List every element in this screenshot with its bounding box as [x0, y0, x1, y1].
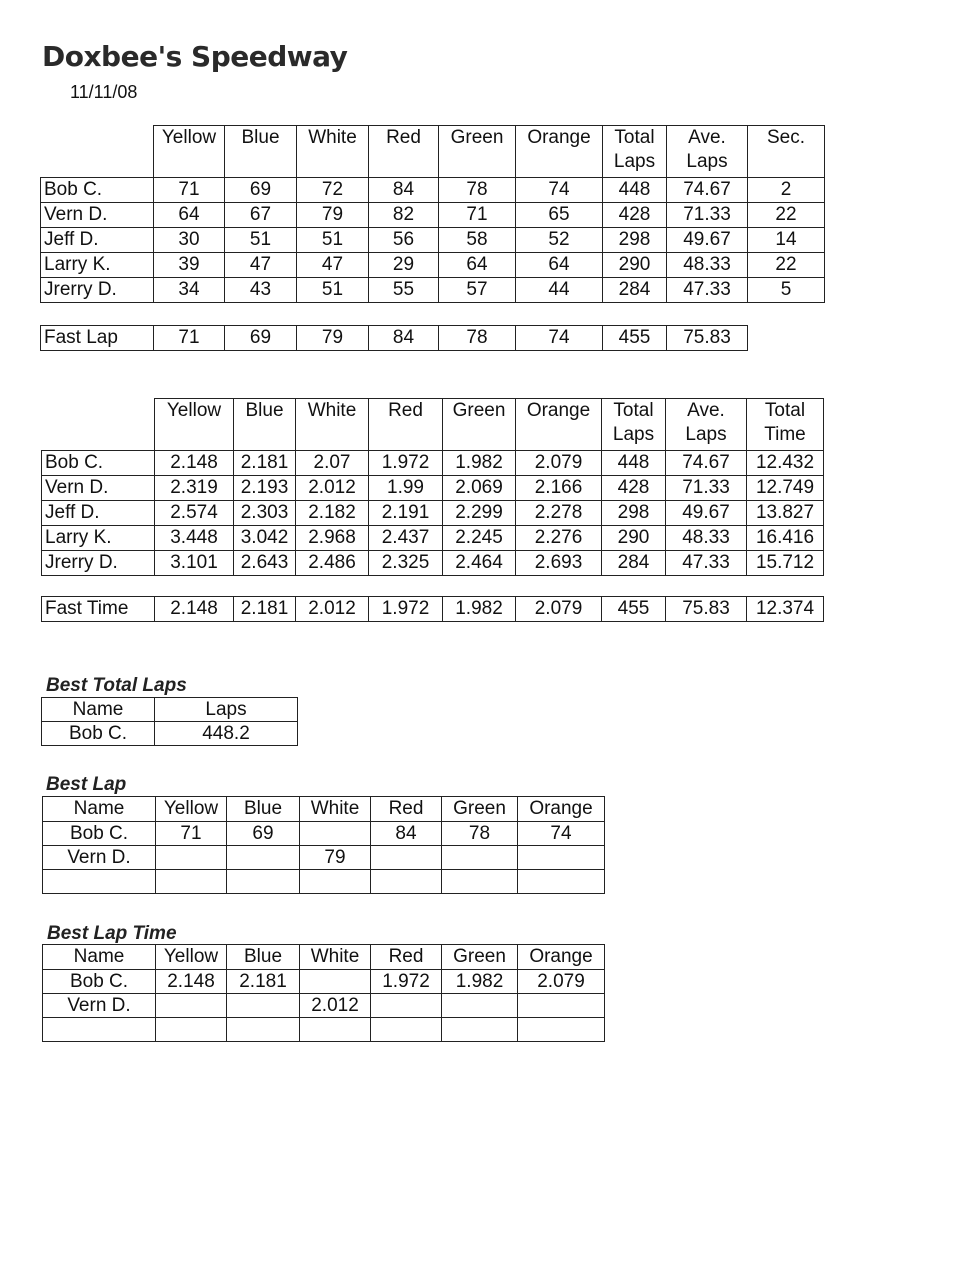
cell: 2.325 — [369, 551, 443, 576]
cell: 2.012 — [296, 597, 369, 622]
cell: 13.827 — [747, 501, 824, 526]
table-row — [43, 822, 605, 846]
cell: 65 — [516, 203, 603, 228]
racer-name: Vern D. — [42, 476, 155, 501]
table-row — [42, 526, 824, 551]
best-lap-table — [42, 796, 605, 894]
cell: 69 — [227, 822, 300, 846]
racer-name: Vern D. — [41, 203, 154, 228]
cell: 2.486 — [296, 551, 369, 576]
cell: 2.148 — [155, 451, 234, 476]
cell: 1.982 — [443, 597, 516, 622]
cell: 34 — [154, 278, 225, 303]
cell — [442, 1018, 518, 1042]
cell: 71 — [154, 178, 225, 203]
cell: 1.99 — [369, 476, 443, 501]
cell: 284 — [603, 278, 667, 303]
cell: 2.319 — [155, 476, 234, 501]
cell: 290 — [602, 526, 666, 551]
header-yellow: Yellow — [154, 126, 225, 178]
cell: 48.33 — [667, 253, 748, 278]
cell: 2.07 — [296, 451, 369, 476]
racer-name: Bob C. — [41, 178, 154, 203]
cell: 2.148 — [156, 970, 227, 994]
header-orange: Orange — [518, 797, 605, 822]
cell — [518, 994, 605, 1018]
cell: 2.643 — [234, 551, 296, 576]
cell — [156, 846, 227, 870]
best-lap-time-title: Best Lap Time — [47, 923, 177, 944]
table-row — [42, 451, 824, 476]
racer-name: Bob C. — [42, 451, 155, 476]
cell: 64 — [439, 253, 516, 278]
cell: 455 — [603, 326, 667, 351]
cell: 3.448 — [155, 526, 234, 551]
cell: 2.079 — [516, 451, 602, 476]
cell — [442, 846, 518, 870]
racer-name — [43, 1018, 156, 1042]
header-yellow: Yellow — [155, 399, 234, 451]
header-ave-laps: Ave. Laps — [667, 126, 748, 178]
cell — [300, 1018, 371, 1042]
header-sec: Sec. — [748, 126, 825, 178]
cell — [371, 846, 442, 870]
laps-table — [40, 125, 825, 303]
cell: 48.33 — [666, 526, 747, 551]
fast-lap-row — [40, 325, 748, 351]
cell: 74 — [518, 822, 605, 846]
header-orange: Orange — [516, 126, 603, 178]
table-row — [41, 203, 825, 228]
header-ave-laps: Ave. Laps — [666, 399, 747, 451]
cell: 51 — [225, 228, 297, 253]
cell: 2.182 — [296, 501, 369, 526]
racer-name: Jeff D. — [42, 501, 155, 526]
cell: 75.83 — [666, 597, 747, 622]
header-orange: Orange — [518, 945, 605, 970]
header-blue: Blue — [225, 126, 297, 178]
cell: 56 — [369, 228, 439, 253]
racer-name: Vern D. — [43, 846, 156, 870]
cell: 79 — [300, 846, 371, 870]
cell: 2.464 — [443, 551, 516, 576]
racer-name: Jrerry D. — [42, 551, 155, 576]
table-row — [41, 278, 825, 303]
header-blue: Blue — [227, 945, 300, 970]
fast-time-label: Fast Time — [42, 597, 155, 622]
cell: 2.437 — [369, 526, 443, 551]
racer-name — [43, 870, 156, 894]
header-white: White — [297, 126, 369, 178]
cell: 2.968 — [296, 526, 369, 551]
cell: 2.181 — [227, 970, 300, 994]
date: 11/11/08 — [70, 82, 138, 102]
cell: 2.191 — [369, 501, 443, 526]
cell: 71 — [154, 326, 225, 351]
cell: 2 — [748, 178, 825, 203]
racer-name: Bob C. — [42, 722, 155, 746]
cell: 47 — [225, 253, 297, 278]
header-red: Red — [369, 399, 443, 451]
racer-name: Bob C. — [43, 822, 156, 846]
table-row — [43, 870, 605, 894]
cell: 428 — [602, 476, 666, 501]
cell — [300, 822, 371, 846]
cell: 448.2 — [155, 722, 298, 746]
cell: 74.67 — [667, 178, 748, 203]
cell: 47.33 — [666, 551, 747, 576]
cell: 29 — [369, 253, 439, 278]
header-total-laps: Total Laps — [603, 126, 667, 178]
cell: 2.574 — [155, 501, 234, 526]
header-red: Red — [371, 797, 442, 822]
racer-name: Jrerry D. — [41, 278, 154, 303]
cell: 55 — [369, 278, 439, 303]
header-red: Red — [369, 126, 439, 178]
cell: 2.299 — [443, 501, 516, 526]
table-row — [41, 253, 825, 278]
table-row — [42, 722, 298, 746]
cell: 22 — [748, 253, 825, 278]
cell: 1.982 — [442, 970, 518, 994]
cell: 64 — [154, 203, 225, 228]
cell: 74 — [516, 326, 603, 351]
cell: 2.276 — [516, 526, 602, 551]
header-total-laps: Total Laps — [602, 399, 666, 451]
cell: 298 — [602, 501, 666, 526]
cell — [300, 970, 371, 994]
times-table — [41, 398, 824, 576]
cell: 43 — [225, 278, 297, 303]
cell: 67 — [225, 203, 297, 228]
cell: 78 — [439, 178, 516, 203]
racer-name: Vern D. — [43, 994, 156, 1018]
cell: 12.749 — [747, 476, 824, 501]
cell: 2.012 — [296, 476, 369, 501]
table-row — [42, 476, 824, 501]
table-row — [43, 970, 605, 994]
cell: 290 — [603, 253, 667, 278]
cell: 2.069 — [443, 476, 516, 501]
table-row — [43, 1018, 605, 1042]
cell: 428 — [603, 203, 667, 228]
cell: 1.982 — [443, 451, 516, 476]
cell: 49.67 — [666, 501, 747, 526]
cell: 298 — [603, 228, 667, 253]
cell: 12.432 — [747, 451, 824, 476]
header-red: Red — [371, 945, 442, 970]
header-laps: Laps — [155, 698, 298, 722]
cell: 2.693 — [516, 551, 602, 576]
best-lap-time-table — [42, 944, 605, 1042]
header-green: Green — [443, 399, 516, 451]
page-title: Doxbee's Speedway — [42, 40, 348, 73]
table-row — [43, 846, 605, 870]
cell — [227, 994, 300, 1018]
fast-time-row — [41, 596, 824, 622]
cell — [227, 1018, 300, 1042]
blank-corner — [41, 126, 154, 178]
table-row — [41, 178, 825, 203]
racer-name: Jeff D. — [41, 228, 154, 253]
cell: 79 — [297, 326, 369, 351]
cell — [300, 870, 371, 894]
cell: 58 — [439, 228, 516, 253]
cell — [371, 1018, 442, 1042]
cell: 57 — [439, 278, 516, 303]
cell: 84 — [369, 178, 439, 203]
cell: 5 — [748, 278, 825, 303]
cell: 2.012 — [300, 994, 371, 1018]
cell: 3.101 — [155, 551, 234, 576]
cell: 49.67 — [667, 228, 748, 253]
header-yellow: Yellow — [156, 797, 227, 822]
cell: 22 — [748, 203, 825, 228]
cell: 14 — [748, 228, 825, 253]
cell: 52 — [516, 228, 603, 253]
cell: 284 — [602, 551, 666, 576]
header-blue: Blue — [227, 797, 300, 822]
cell: 2.303 — [234, 501, 296, 526]
cell — [156, 870, 227, 894]
cell: 44 — [516, 278, 603, 303]
cell: 455 — [602, 597, 666, 622]
header-name: Name — [42, 698, 155, 722]
cell: 71 — [439, 203, 516, 228]
cell: 39 — [154, 253, 225, 278]
cell: 71.33 — [667, 203, 748, 228]
cell — [518, 846, 605, 870]
header-green: Green — [439, 126, 516, 178]
header-white: White — [300, 945, 371, 970]
cell: 15.712 — [747, 551, 824, 576]
header-green: Green — [442, 797, 518, 822]
cell: 84 — [371, 822, 442, 846]
cell — [227, 846, 300, 870]
cell: 1.972 — [369, 451, 443, 476]
header-blue: Blue — [234, 399, 296, 451]
cell — [442, 870, 518, 894]
cell — [156, 1018, 227, 1042]
cell: 12.374 — [747, 597, 824, 622]
cell: 2.079 — [516, 597, 602, 622]
cell: 51 — [297, 228, 369, 253]
cell: 82 — [369, 203, 439, 228]
best-total-laps-title: Best Total Laps — [46, 675, 187, 696]
cell — [371, 870, 442, 894]
header-name: Name — [43, 945, 156, 970]
cell: 64 — [516, 253, 603, 278]
table-row — [41, 228, 825, 253]
cell: 2.181 — [234, 597, 296, 622]
blank-corner — [42, 399, 155, 451]
header-orange: Orange — [516, 399, 602, 451]
header-name: Name — [43, 797, 156, 822]
header-green: Green — [442, 945, 518, 970]
cell: 71 — [156, 822, 227, 846]
table-row — [42, 501, 824, 526]
cell: 69 — [225, 178, 297, 203]
racer-name: Larry K. — [41, 253, 154, 278]
cell: 2.193 — [234, 476, 296, 501]
cell: 448 — [603, 178, 667, 203]
cell — [371, 994, 442, 1018]
header-total-time: Total Time — [747, 399, 824, 451]
cell: 69 — [225, 326, 297, 351]
cell: 2.181 — [234, 451, 296, 476]
cell: 84 — [369, 326, 439, 351]
best-total-laps-table — [41, 697, 298, 746]
table-row — [43, 994, 605, 1018]
cell: 47 — [297, 253, 369, 278]
cell: 3.042 — [234, 526, 296, 551]
cell: 2.166 — [516, 476, 602, 501]
cell: 448 — [602, 451, 666, 476]
racer-name: Larry K. — [42, 526, 155, 551]
cell: 30 — [154, 228, 225, 253]
cell: 71.33 — [666, 476, 747, 501]
cell: 2.278 — [516, 501, 602, 526]
cell: 72 — [297, 178, 369, 203]
cell: 1.972 — [369, 597, 443, 622]
cell: 2.245 — [443, 526, 516, 551]
cell — [518, 870, 605, 894]
cell: 51 — [297, 278, 369, 303]
cell — [156, 994, 227, 1018]
cell: 2.148 — [155, 597, 234, 622]
cell — [442, 994, 518, 1018]
cell — [518, 1018, 605, 1042]
cell: 78 — [439, 326, 516, 351]
cell: 2.079 — [518, 970, 605, 994]
cell: 16.416 — [747, 526, 824, 551]
cell: 47.33 — [667, 278, 748, 303]
cell: 79 — [297, 203, 369, 228]
racer-name: Bob C. — [43, 970, 156, 994]
best-lap-title: Best Lap — [46, 774, 127, 795]
cell: 74.67 — [666, 451, 747, 476]
cell: 74 — [516, 178, 603, 203]
header-white: White — [300, 797, 371, 822]
cell: 78 — [442, 822, 518, 846]
cell: 75.83 — [667, 326, 748, 351]
cell: 1.972 — [371, 970, 442, 994]
cell — [227, 870, 300, 894]
table-row — [42, 551, 824, 576]
header-yellow: Yellow — [156, 945, 227, 970]
fast-lap-label: Fast Lap — [41, 326, 154, 351]
header-white: White — [296, 399, 369, 451]
